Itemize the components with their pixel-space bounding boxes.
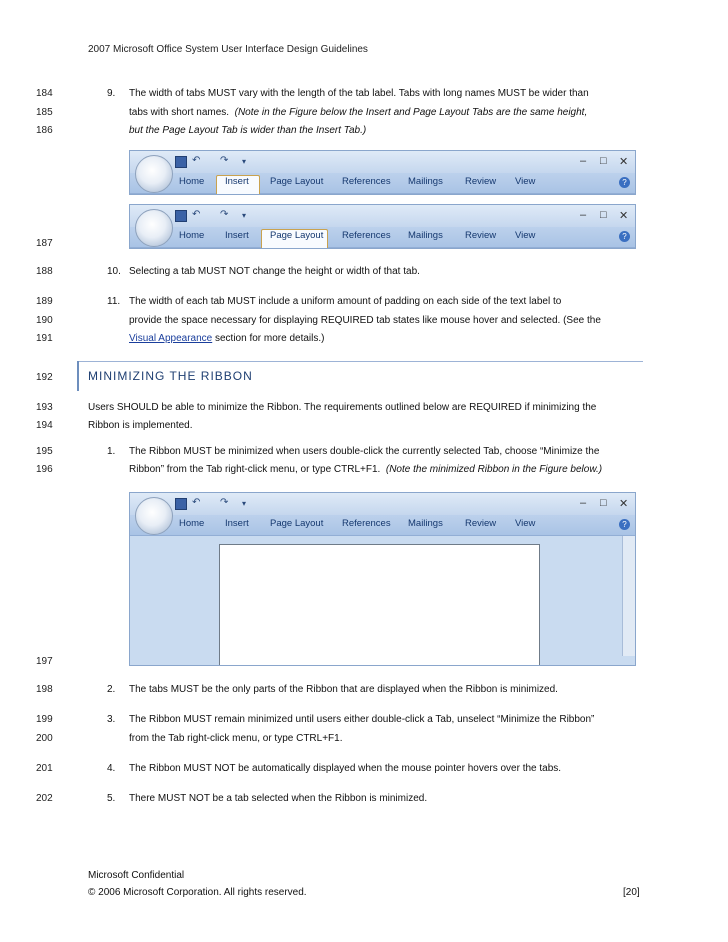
redo-icon[interactable]: ↷ — [220, 155, 229, 166]
save-icon[interactable] — [175, 210, 187, 222]
tab-home[interactable]: Home — [179, 230, 205, 241]
save-icon[interactable] — [175, 156, 187, 168]
section-rule — [77, 361, 643, 362]
help-icon[interactable]: ? — [619, 519, 630, 530]
redo-icon[interactable]: ↷ — [220, 497, 229, 508]
item9-line3: but the Page Layout Tab is wider than the Insert Tab.) — [129, 125, 367, 136]
title-bar — [130, 151, 635, 173]
title-bar — [130, 493, 635, 515]
list-number: 2. — [107, 684, 116, 695]
list-number: 5. — [107, 793, 116, 804]
minimize-icon[interactable]: – — [580, 497, 587, 509]
undo-icon[interactable]: ↶ — [192, 155, 201, 166]
item11-line3-rest: section for more details.) — [212, 333, 325, 344]
close-icon[interactable]: ✕ — [619, 498, 629, 510]
tab-home[interactable]: Home — [179, 518, 205, 529]
maximize-icon[interactable]: □ — [600, 497, 607, 509]
tab-mailings[interactable]: Mailings — [408, 518, 443, 529]
list-number: 4. — [107, 763, 116, 774]
tab-view[interactable]: View — [515, 230, 536, 241]
line-number: 185 — [36, 107, 53, 118]
tab-insert[interactable]: Insert — [225, 518, 249, 529]
intro-line2: Ribbon is implemented. — [88, 420, 193, 431]
list-number: 1. — [107, 446, 116, 457]
intro-line1: Users SHOULD be able to minimize the Ribbon. The requirements outlined below are REQUIRED if minimizing the — [88, 402, 597, 413]
item11-line1: The width of each tab MUST include a uniform amount of padding on each side of the text label to — [129, 296, 562, 307]
list-item2-text: The tabs MUST be the only parts of the Ribbon that are displayed when the Ribbon is minimized. — [129, 684, 558, 695]
tab-review[interactable]: Review — [465, 230, 497, 241]
tab-home[interactable]: Home — [179, 176, 205, 187]
footer-confidential: Microsoft Confidential — [88, 870, 185, 881]
item9-line2 — [129, 107, 587, 119]
line-number: 191 — [36, 333, 53, 344]
line-number: 190 — [36, 315, 53, 326]
line-number: 202 — [36, 793, 53, 804]
office-button[interactable] — [135, 497, 173, 535]
tab-insert[interactable]: Insert — [225, 230, 249, 241]
item9-line1: The width of tabs MUST vary with the length of the tab label. Tabs with long names MUST be wider than — [129, 88, 589, 99]
list-item1-line2-text: Ribbon” from the Tab right-click menu, or type CTRL+F1. — [129, 464, 381, 475]
line-number: 195 — [36, 446, 53, 457]
tab-references[interactable]: References — [342, 518, 391, 529]
line-number: 196 — [36, 464, 53, 475]
line-number: 194 — [36, 420, 53, 431]
help-icon[interactable]: ? — [619, 231, 630, 242]
ribbon-figure-insert-selected — [129, 150, 636, 195]
tab-insert[interactable]: Insert — [225, 176, 249, 187]
minimized-ribbon-figure — [129, 492, 636, 666]
redo-icon[interactable]: ↷ — [220, 209, 229, 220]
close-icon[interactable]: ✕ — [619, 156, 629, 168]
line-number: 193 — [36, 402, 53, 413]
tab-references[interactable]: References — [342, 230, 391, 241]
list-item4-text: The Ribbon MUST NOT be automatically displayed when the mouse pointer hovers over the tabs. — [129, 763, 562, 774]
page-number: [20] — [623, 887, 640, 898]
document-page[interactable] — [219, 544, 540, 666]
list-number: 10. — [107, 266, 121, 277]
line-number: 187 — [36, 238, 53, 249]
list-item5-text: There MUST NOT be a tab selected when the Ribbon is minimized. — [129, 793, 428, 804]
help-icon[interactable]: ? — [619, 177, 630, 188]
item9-line2-note: (Note in the Figure below the Insert and Page Layout Tabs are the same height, — [234, 107, 588, 118]
customize-qat-icon[interactable]: ▾ — [242, 211, 247, 220]
item10-text: Selecting a tab MUST NOT change the height or width of that tab. — [129, 266, 420, 277]
list-number: 11. — [107, 296, 121, 307]
tab-references[interactable]: References — [342, 176, 391, 187]
undo-icon[interactable]: ↶ — [192, 497, 201, 508]
section-heading: MINIMIZING THE RIBBON — [88, 369, 253, 383]
save-icon[interactable] — [175, 498, 187, 510]
maximize-icon[interactable]: □ — [600, 155, 607, 167]
line-number: 201 — [36, 763, 53, 774]
undo-icon[interactable]: ↶ — [192, 209, 201, 220]
item11-line2: provide the space necessary for displaying REQUIRED tab states like mouse hover and selected. (See the — [129, 315, 601, 326]
tab-review[interactable]: Review — [465, 518, 497, 529]
tab-mailings[interactable]: Mailings — [408, 176, 443, 187]
item11-line3 — [129, 333, 324, 345]
line-number: 199 — [36, 714, 53, 725]
minimize-icon[interactable]: – — [580, 209, 587, 221]
vertical-scrollbar[interactable] — [622, 536, 635, 656]
item9-line2-text: tabs with short names. — [129, 107, 230, 118]
document-header: 2007 Microsoft Office System User Interface Design Guidelines — [88, 44, 368, 55]
line-number: 200 — [36, 733, 53, 744]
footer-copyright: © 2006 Microsoft Corporation. All rights reserved. — [88, 887, 307, 898]
list-item3-line2: from the Tab right-click menu, or type CTRL+F1. — [129, 733, 343, 744]
tab-view[interactable]: View — [515, 176, 536, 187]
close-icon[interactable]: ✕ — [619, 210, 629, 222]
list-item1-line2 — [129, 464, 602, 476]
list-number: 3. — [107, 714, 116, 725]
line-number: 186 — [36, 125, 53, 136]
list-item1-line1: The Ribbon MUST be minimized when users double-click the currently selected Tab, choose “Minimize the — [129, 446, 600, 457]
tab-review[interactable]: Review — [465, 176, 497, 187]
line-number: 188 — [36, 266, 53, 277]
tab-page-layout[interactable]: Page Layout — [270, 176, 324, 187]
line-number: 184 — [36, 88, 53, 99]
line-number: 197 — [36, 656, 53, 667]
list-number: 9. — [107, 88, 116, 99]
section-bar — [77, 361, 79, 391]
office-button[interactable] — [135, 209, 173, 247]
customize-qat-icon[interactable]: ▾ — [242, 157, 247, 166]
tab-view[interactable]: View — [515, 518, 536, 529]
office-button[interactable] — [135, 155, 173, 193]
line-number: 189 — [36, 296, 53, 307]
list-item1-line2-note: (Note the minimized Ribbon in the Figure below.) — [385, 464, 603, 475]
title-bar — [130, 205, 635, 227]
tab-page-layout[interactable]: Page Layout — [270, 518, 324, 529]
maximize-icon[interactable]: □ — [600, 209, 607, 221]
visual-appearance-link[interactable]: Visual Appearance — [129, 333, 213, 344]
line-number: 192 — [36, 372, 53, 383]
minimize-icon[interactable]: – — [580, 155, 587, 167]
customize-qat-icon[interactable]: ▾ — [242, 499, 247, 508]
tab-mailings[interactable]: Mailings — [408, 230, 443, 241]
line-number: 198 — [36, 684, 53, 695]
tab-page-layout[interactable]: Page Layout — [270, 230, 324, 241]
list-item3-line1: The Ribbon MUST remain minimized until users either double-click a Tab, unselect “Minimize the Ribbon” — [129, 714, 595, 725]
ribbon-figure-page-layout-selected — [129, 204, 636, 249]
